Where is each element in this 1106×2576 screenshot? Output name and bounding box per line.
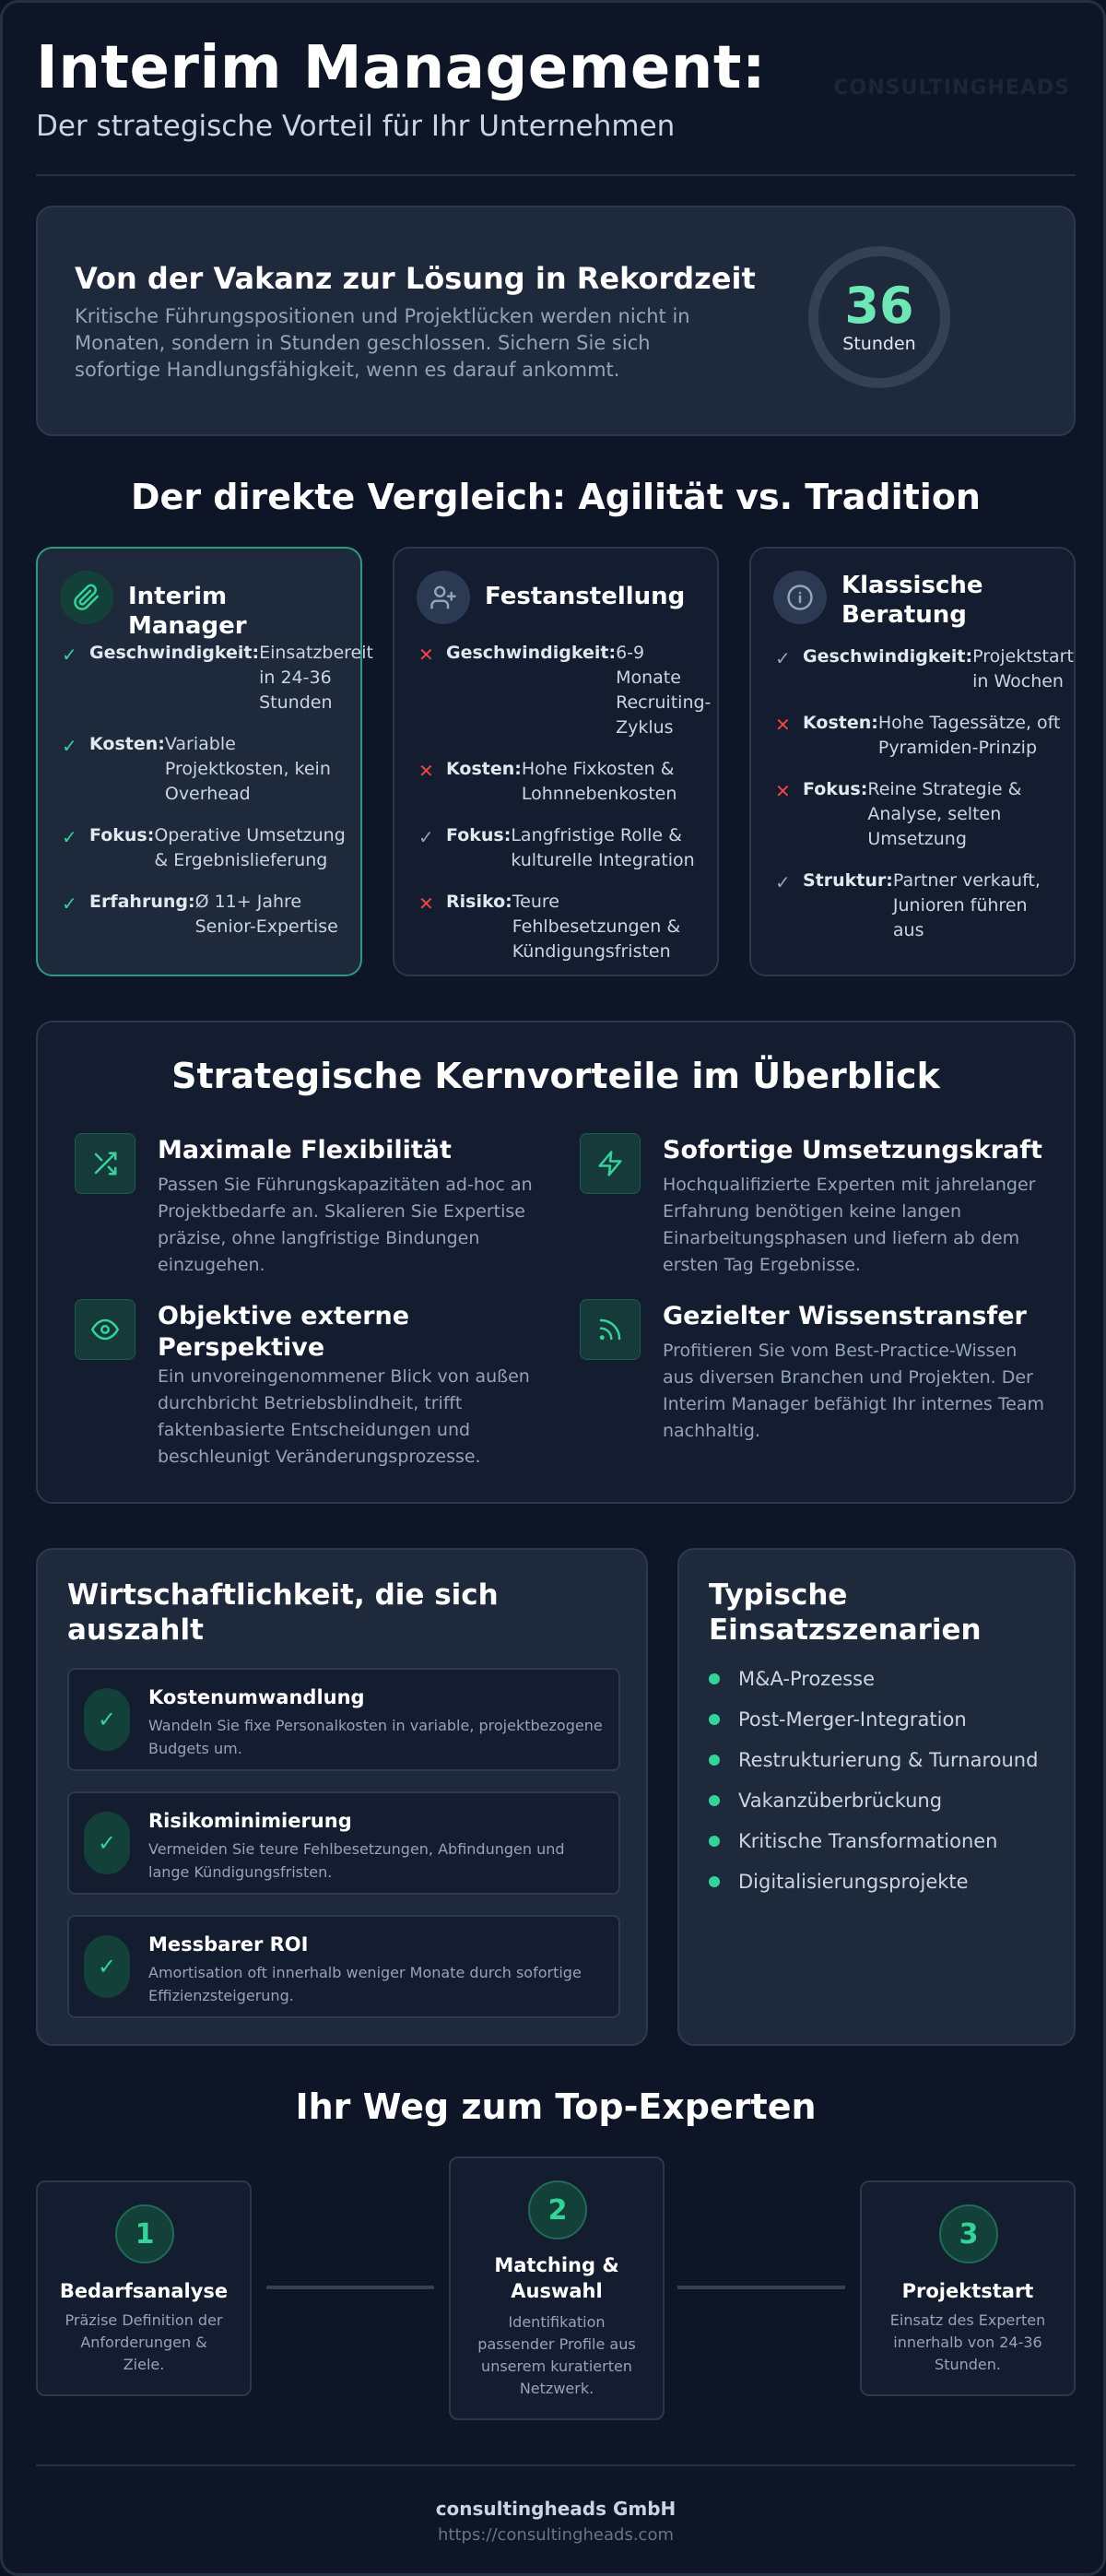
- economy-card: [36, 1548, 648, 2046]
- shuffle-icon: [75, 1133, 135, 1194]
- page-title: Interim Management:: [36, 34, 767, 102]
- item-key: Struktur:: [803, 870, 893, 891]
- advantage-title: Objektive externe Perspektive: [158, 1302, 410, 1362]
- item-key: Geschwindigkeit:: [803, 646, 973, 667]
- check-icon: ✓: [62, 735, 77, 757]
- rss-icon: [580, 1299, 641, 1360]
- check-icon: ✓: [62, 826, 77, 848]
- step-3: [860, 2180, 1076, 2396]
- scenario-item: [709, 1861, 1038, 1902]
- item-key: Fokus:: [89, 825, 155, 845]
- item-value: Einsatzbereit in 24-36 Stunden: [259, 643, 373, 713]
- hero-card: [36, 206, 1076, 436]
- economy-item: [67, 1668, 620, 1771]
- step-1: [36, 2180, 252, 2396]
- paperclip-icon: [60, 571, 113, 624]
- economy-item-title: Risikominimierung: [148, 1810, 352, 1832]
- step-2: [449, 2157, 665, 2420]
- bullet-dot: [709, 1714, 720, 1725]
- step-connector: [677, 2286, 845, 2289]
- hours-ring: [808, 246, 950, 388]
- bullet-dot: [709, 1673, 720, 1684]
- advantages-title: Strategische Kernvorteile im Überblick: [171, 1056, 940, 1096]
- company-logo: CONSULTINGHEADS: [833, 77, 1070, 100]
- item-key: Kosten:: [803, 713, 878, 733]
- economy-item-title: Kostenumwandlung: [148, 1686, 365, 1708]
- comparison-item: [62, 641, 373, 715]
- scenario-item: [709, 1821, 1038, 1861]
- economy-item-text: Amortisation oft innerhalb weniger Monate durch sofortige Effizienzsteigerung.: [148, 1964, 582, 2004]
- steps-title: Ihr Weg zum Top-Experten: [295, 2086, 817, 2127]
- check-icon: ✓: [418, 826, 434, 848]
- comparison-card-consulting: [749, 547, 1076, 976]
- step-title: Bedarfsanalyse: [59, 2280, 229, 2302]
- item-key: Geschwindigkeit:: [446, 643, 617, 663]
- check-icon: ✓: [775, 647, 791, 669]
- comparison-item: [62, 890, 349, 939]
- comparison-item: [62, 823, 349, 873]
- item-value: Operative Umsetzung & Ergebnislieferung: [154, 825, 346, 870]
- scenario-item: [709, 1699, 1038, 1740]
- scenarios-title: Typische Einsatzszenarien: [709, 1578, 982, 1647]
- advantage-text: Hochqualifizierte Experten mit jahrelanger Erfahrung benötigen keine langen Einarbeitungsphasen und liefern ab dem ersten Tag Ergebnisse.: [663, 1175, 1036, 1275]
- check-icon: ✓: [62, 644, 77, 666]
- comparison-list: [418, 641, 712, 981]
- hero-title: Von der Vakanz zur Lösung in Rekordzeit: [75, 261, 756, 296]
- comparison-item: [775, 644, 1074, 694]
- step-text: Präzise Definition der Anforderungen & Ziele.: [65, 2311, 223, 2373]
- comparison-card-title: Klassische Beratung: [841, 572, 983, 629]
- bullet-dot: [709, 1755, 720, 1766]
- economy-item-text: Wandeln Sie fixe Personalkosten in variable, projektbezogene Budgets um.: [148, 1717, 603, 1757]
- item-key: Risiko:: [446, 892, 512, 912]
- comparison-item: [62, 732, 349, 807]
- cross-icon: ✕: [418, 760, 434, 782]
- economy-item-title: Messbarer ROI: [148, 1933, 309, 1956]
- step-number: 2: [528, 2180, 587, 2239]
- cross-icon: ✕: [775, 714, 791, 736]
- item-value: Reine Strategie & Analyse, selten Umsetzung: [867, 779, 1022, 849]
- check-icon: ✓: [775, 871, 791, 893]
- check-icon: ✓: [62, 892, 77, 915]
- scenario-item: [709, 1659, 1038, 1699]
- step-title: Matching & Auswahl: [494, 2254, 619, 2302]
- comparison-list: [62, 641, 373, 956]
- step-number: 1: [115, 2204, 174, 2263]
- advantage-title: Maximale Flexibilität: [158, 1136, 452, 1164]
- cross-icon: ✕: [775, 780, 791, 802]
- scenario-label: Vakanzüberbrückung: [738, 1790, 943, 1812]
- step-connector: [266, 2286, 434, 2289]
- advantages-card: [36, 1021, 1076, 1504]
- scenario-label: Digitalisierungsprojekte: [738, 1871, 969, 1893]
- item-value: Partner verkauft, Junioren führen aus: [892, 870, 1041, 940]
- scenarios-card: [677, 1548, 1076, 2046]
- comparison-card-permanent: [393, 547, 719, 976]
- cross-icon: ✕: [418, 892, 434, 915]
- eye-icon: [75, 1299, 135, 1360]
- header-divider: [36, 174, 1076, 176]
- advantage-text: Profitieren Sie vom Best-Practice-Wissen aus diversen Branchen und Projekten. Der Interim Manager befähigt Ihr internes Team nachhaltig.: [663, 1341, 1045, 1441]
- economy-item-text: Vermeiden Sie teure Fehlbesetzungen, Abfindungen und lange Kündigungsfristen.: [148, 1840, 565, 1881]
- item-key: Fokus:: [803, 779, 868, 799]
- page-subtitle: Der strategische Vorteil für Ihr Unternehmen: [36, 110, 676, 143]
- comparison-item: [775, 869, 1063, 943]
- bullet-dot: [709, 1795, 720, 1806]
- scenarios-list: [709, 1659, 1038, 1902]
- item-value: Teure Fehlbesetzungen & Kündigungsfristen: [512, 892, 681, 962]
- item-key: Kosten:: [446, 759, 522, 779]
- scenario-label: Post-Merger-Integration: [738, 1708, 967, 1731]
- scenario-label: M&A-Prozesse: [738, 1668, 876, 1690]
- comparison-title: Der direkte Vergleich: Agilität vs. Tradition: [131, 477, 981, 517]
- check-icon: ✓: [84, 1812, 130, 1874]
- item-value: Projektstart in Wochen: [972, 646, 1074, 691]
- scenario-label: Kritische Transformationen: [738, 1830, 998, 1852]
- comparison-card-title: Festanstellung: [485, 583, 686, 610]
- comparison-list: [775, 644, 1074, 960]
- footer-divider: [36, 2464, 1076, 2466]
- comparison-item: [418, 757, 706, 807]
- item-key: Erfahrung:: [89, 892, 195, 912]
- scenario-item: [709, 1780, 1038, 1821]
- step-text: Identifikation passender Profile aus unserem kuratierten Netzwerk.: [477, 2313, 636, 2397]
- item-key: Fokus:: [446, 825, 512, 845]
- footer-company: consultingheads GmbH: [435, 2498, 677, 2520]
- hero-text: Kritische Führungspositionen und Projektlücken werden nicht in Monaten, sondern in Stunden geschlossen. Sichern Sie sich sofortige Handlungsfähigkeit, wenn es darauf ankommt.: [75, 305, 690, 381]
- economy-item: [67, 1791, 620, 1895]
- item-value: Hohe Fixkosten & Lohnnebenkosten: [521, 759, 677, 804]
- economy-title: Wirtschaftlichkeit, die sich auszahlt: [67, 1578, 499, 1647]
- scenario-item: [709, 1740, 1038, 1780]
- comparison-item: [775, 711, 1063, 761]
- info-icon: [773, 571, 827, 624]
- comparison-item: [418, 890, 706, 964]
- advantage-title: Sofortige Umsetzungskraft: [663, 1136, 1042, 1164]
- item-key: Geschwindigkeit:: [89, 643, 260, 663]
- bullet-dot: [709, 1876, 720, 1887]
- comparison-item: [418, 823, 706, 873]
- lightning-icon: [580, 1133, 641, 1194]
- comparison-card-interim: [36, 547, 373, 976]
- advantage-title: Gezielter Wissenstransfer: [663, 1302, 1027, 1330]
- user-plus-icon: [417, 571, 470, 624]
- comparison-card-title: Interim Manager: [128, 583, 247, 640]
- bullet-dot: [709, 1836, 720, 1847]
- item-value: Variable Projektkosten, kein Overhead: [164, 734, 331, 804]
- item-key: Kosten:: [89, 734, 165, 754]
- hours-number: 36: [844, 277, 914, 335]
- hours-unit: Stunden: [842, 334, 916, 354]
- item-value: Ø 11+ Jahre Senior-Expertise: [194, 892, 338, 937]
- item-value: Langfristige Rolle & kulturelle Integration: [511, 825, 695, 870]
- economy-item: [67, 1915, 620, 2018]
- comparison-item: [775, 777, 1063, 852]
- step-title: Projektstart: [901, 2280, 1034, 2302]
- scenario-label: Restrukturierung & Turnaround: [738, 1749, 1039, 1771]
- step-number: 3: [939, 2204, 998, 2263]
- cross-icon: ✕: [418, 644, 434, 666]
- check-icon: ✓: [84, 1688, 130, 1751]
- advantage-text: Passen Sie Führungskapazitäten ad-hoc an Projektbedarfe an. Skalieren Sie Expertise präzise, ohne langfristige Bindungen einzugehen.: [158, 1175, 533, 1275]
- step-text: Einsatz des Experten innerhalb von 24-36 Stunden.: [889, 2311, 1046, 2373]
- check-icon: ✓: [84, 1935, 130, 1998]
- item-value: Hohe Tagessätze, oft Pyramiden-Prinzip: [877, 713, 1061, 758]
- item-value: 6-9 Monate Recruiting-Zyklus: [616, 643, 712, 738]
- footer-url[interactable]: https://consultingheads.com: [438, 2525, 674, 2545]
- advantage-text: Ein unvoreingenommener Blick von außen durchbricht Betriebsblindheit, trifft faktenbasierte Entscheidungen und beschleunigt Veränderungsprozesse.: [158, 1366, 530, 1467]
- comparison-item: [418, 641, 712, 740]
